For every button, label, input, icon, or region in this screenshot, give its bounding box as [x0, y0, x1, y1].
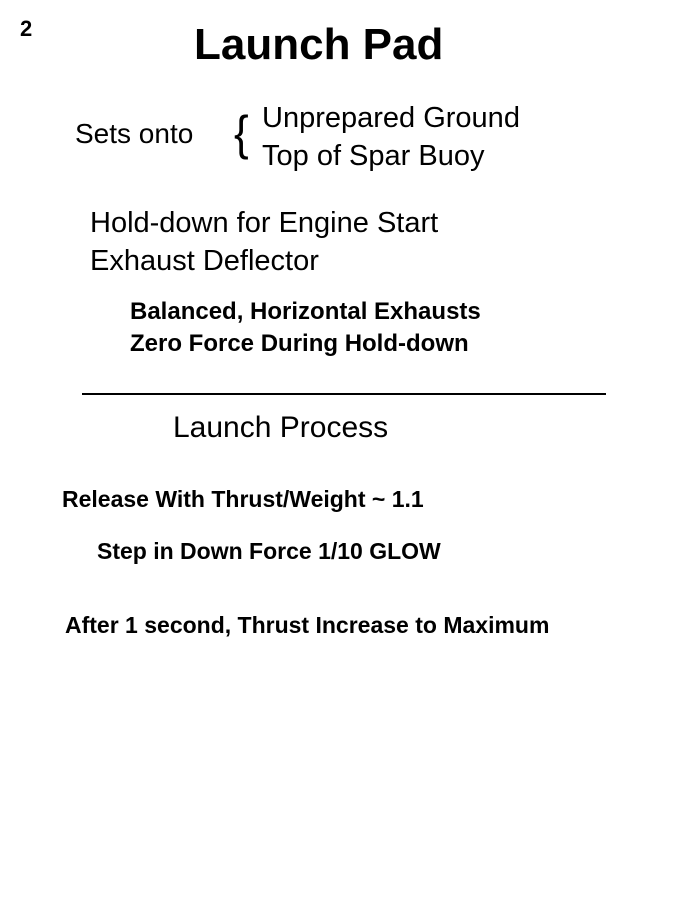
launch-step-release: Release With Thrust/Weight ~ 1.1	[62, 486, 424, 512]
slide-title: Launch Pad	[194, 20, 444, 69]
feature-hold-down: Hold-down for Engine Start	[90, 207, 439, 239]
page-number: 2	[20, 16, 33, 41]
section-divider	[82, 393, 606, 395]
launch-step-thrust-increase: After 1 second, Thrust Increase to Maximum	[65, 612, 550, 638]
launch-step-down-force: Step in Down Force 1/10 GLOW	[97, 538, 441, 564]
placement-option-spar-buoy: Top of Spar Buoy	[262, 140, 485, 172]
detail-zero-force: Zero Force During Hold-down	[130, 330, 469, 357]
sets-onto-label: Sets onto	[75, 118, 194, 149]
brace-symbol: {	[234, 106, 249, 161]
feature-exhaust-deflector: Exhaust Deflector	[90, 245, 319, 277]
placement-option-ground: Unprepared Ground	[262, 102, 520, 134]
launch-process-title: Launch Process	[173, 411, 389, 444]
detail-balanced-exhausts: Balanced, Horizontal Exhausts	[130, 298, 481, 325]
